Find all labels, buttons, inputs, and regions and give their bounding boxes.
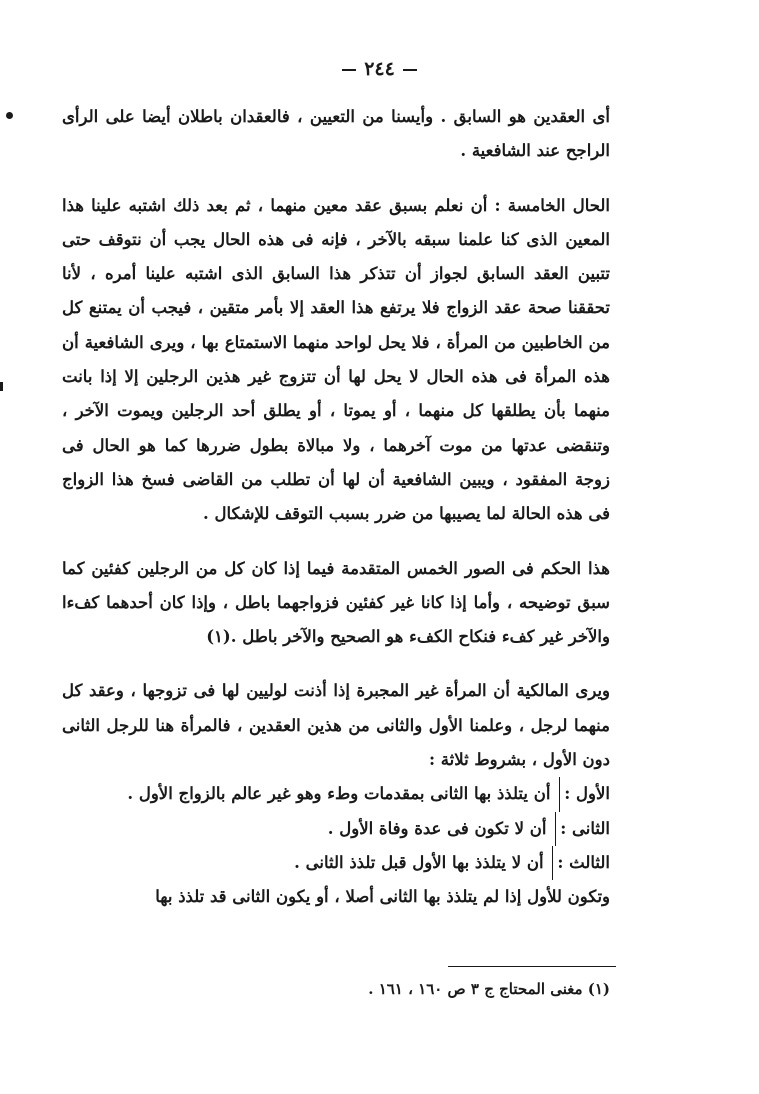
footnote: (١) مغنى المحتاج ج ٣ ص ١٦٠ ، ١٦١ .	[368, 980, 610, 998]
paragraph-3: هذا الحكم فى الصور الخمس المتقدمة فيما إذا كان كل من الرجلين كفئين كما سبق توضيحه ، وأما إذا كانا غير كفئين فزواجهما باطل ، وإذا كان أحدهما كفءا والآخر غير كفء فنكاح الكفء هو الصحيح والآخر باطل .(١)	[62, 558, 610, 647]
page-number	[0, 58, 759, 80]
margin-tick	[0, 382, 3, 391]
main-text	[62, 100, 610, 915]
condition-2-text: أن لا تكون فى عدة وفاة الأول .	[327, 818, 547, 838]
condition-3	[62, 846, 610, 880]
condition-1	[62, 777, 610, 811]
paragraph-4: ويرى المالكية أن المرأة غير المجبرة إذا أذنت لوليين لها فى تزوجها ، وعقد كل منهما لرجل ، وعلمنا الأول والثانى من هذين العقدين ، فالمرأة هنا للرجل الثانى دون الأول ، بشروط ثلاثة :	[62, 681, 610, 770]
condition-1-text: أن يتلذذ بها الثانى بمقدمات وطء وهو غير عالم بالزواج الأول .	[127, 784, 551, 804]
condition-2-label: الثانى :	[555, 812, 610, 846]
paragraph-1: أى العقدين هو السابق . وأيسنا من التعيين ، فالعقدان باطلان أيضا على الرأى الراجح عند الشافعية .	[62, 107, 610, 161]
condition-3-label: الثالث :	[552, 846, 610, 880]
margin-dot	[6, 112, 13, 119]
paragraph-5: وتكون للأول إذا لم يتلذذ بها الثانى أصلا ، أو يكون الثانى قد تلذذ بها	[155, 887, 610, 907]
page-number-dash-right	[403, 69, 417, 71]
paragraph-2: الحال الخامسة : أن نعلم بسبق عقد معين منهما ، ثم بعد ذلك اشتبه علينا هذا المعين الذى كنا علمنا سبقه بالآخر ، فإنه فى هذه الحال يجب أن نتوقف حتى تتبين العقد السابق لجواز أن تتذكر هذا السابق الذى اشتبه علينا أمره ، لأنا تحققنا صحة عقد الزواج فلا يرتفع هذا العقد إلا بأمر متقين ، فيجب أن يمتنع كل من الخاطبين من المرأة ، فلا يحل لواحد منهما الاستمتاع بها ، ويرى الشافعية أن هذه المرأة فى هذه الحال لا يحل لها أن تتزوج غير هذين الرجلين إلا إذا بانت منهما بأن يطلقها كل منهما ، أو يموتا ، أو يطلق أحد الرجلين ويموت الآخر ، وتنقضى عدتها من موت آخرهما ، ولا مبالاة بطول ضررها كما هو الحال فى زوجة المفقود ، ويبين الشافعية أن لها أن تطلب من القاضى فسخ هذا الزواج فى هذه الحالة لما يصيبها من ضرر بسبب التوقف للإشكال .	[62, 195, 610, 524]
footnote-separator	[448, 966, 616, 967]
condition-3-text: أن لا يتلذذ بها الأول قبل تلذذ الثانى .	[294, 852, 544, 872]
page-number-dash-left	[342, 69, 356, 71]
page-number-value: ٢٤٤	[364, 58, 395, 80]
condition-2	[62, 812, 610, 846]
condition-1-label: الأول :	[559, 777, 610, 811]
